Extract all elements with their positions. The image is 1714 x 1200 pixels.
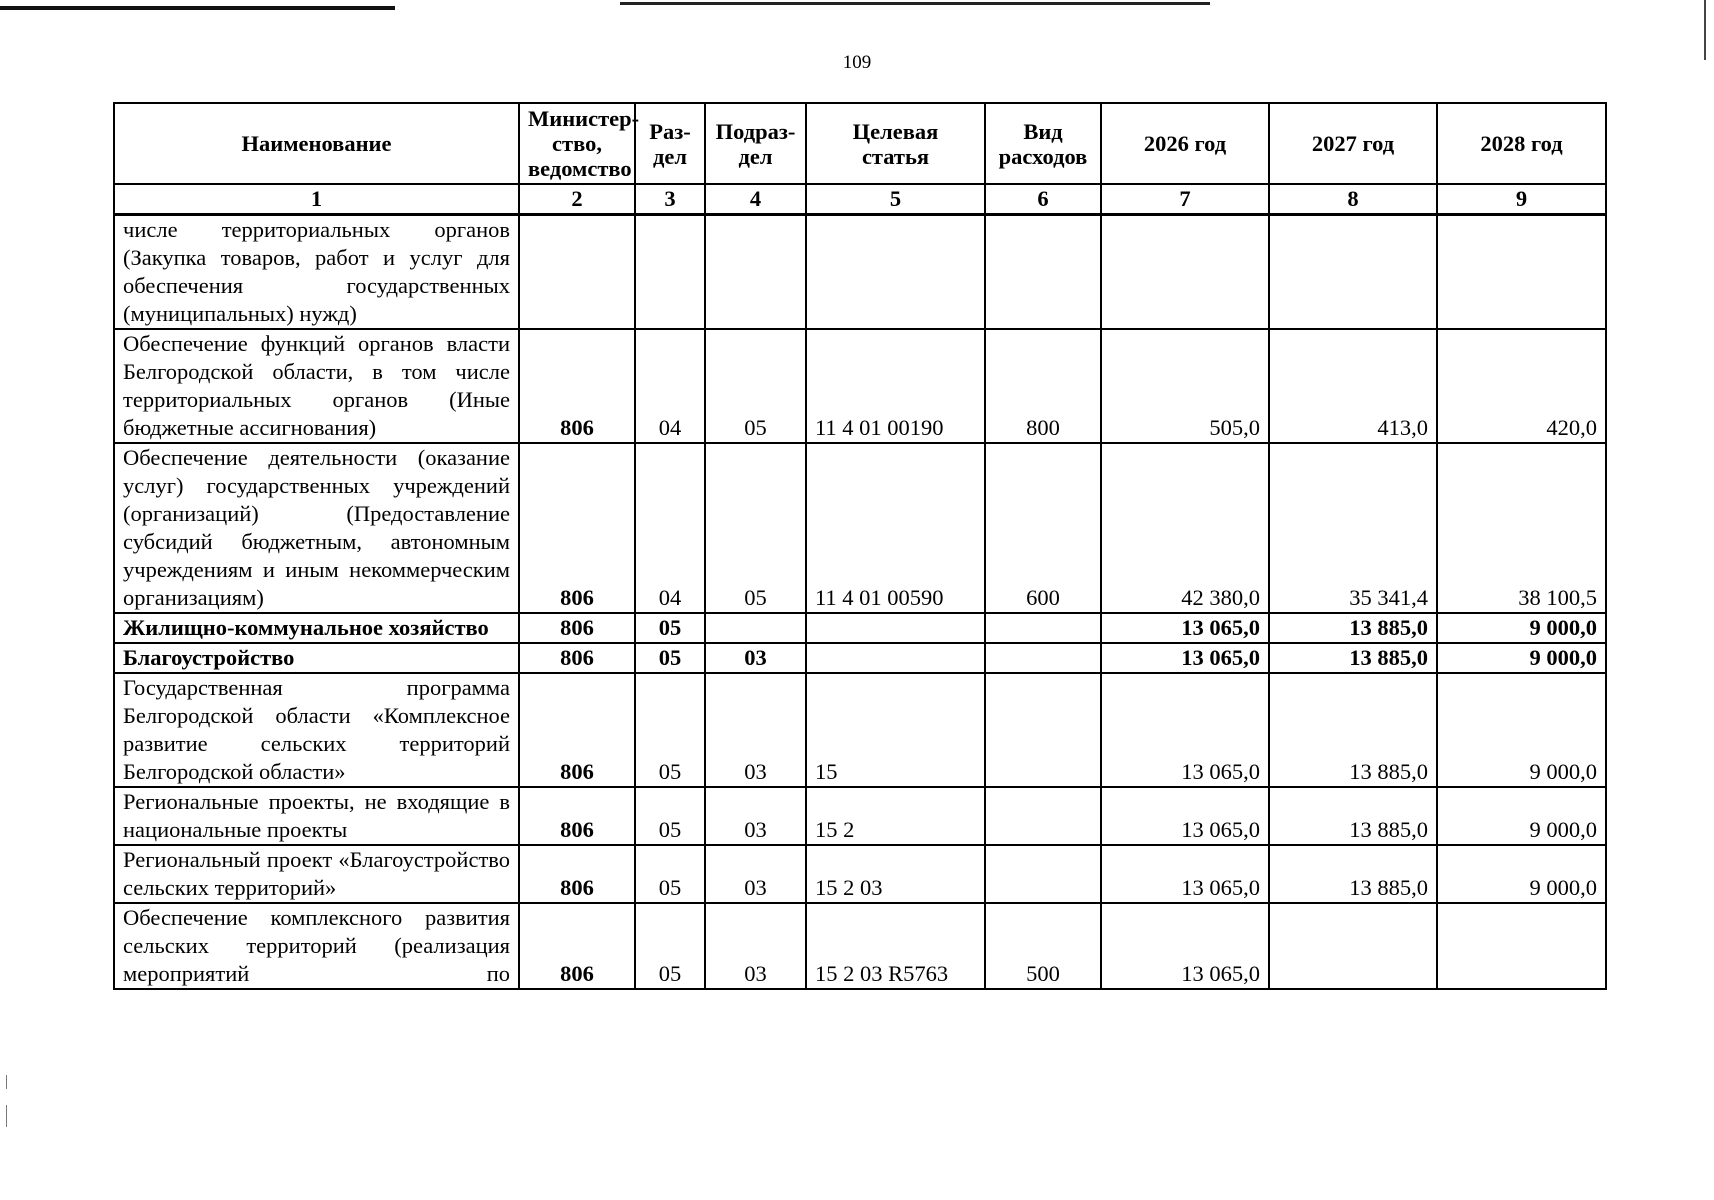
row-amount-2028 — [1437, 903, 1606, 989]
row-subsection: 03 — [705, 845, 806, 903]
row-amount-2026: 42 380,0 — [1101, 443, 1269, 613]
column-number-row — [114, 184, 1606, 215]
row-expense-type — [985, 643, 1101, 673]
row-section: 04 — [635, 443, 705, 613]
row-amount-2028: 9 000,0 — [1437, 613, 1606, 643]
row-amount-2028: 9 000,0 — [1437, 643, 1606, 673]
row-expense-type — [985, 787, 1101, 845]
row-subsection: 03 — [705, 643, 806, 673]
row-section: 05 — [635, 845, 705, 903]
header-subsection — [705, 103, 806, 184]
column-number: 7 — [1101, 184, 1269, 215]
row-amount-2028: 420,0 — [1437, 329, 1606, 443]
row-name: Региональный проект «Благоустройство сельских территорий» — [114, 845, 519, 903]
row-ministry: 806 — [519, 845, 635, 903]
row-ministry: 806 — [519, 673, 635, 787]
row-ministry: 806 — [519, 643, 635, 673]
row-name: Обеспечение деятельности (оказание услуг) государственных учреждений (организаций) (Предоставление субсидий бюджетным, автономным учреждениям и иным некоммерческим организациям) — [114, 443, 519, 613]
row-section: 05 — [635, 613, 705, 643]
table-row — [114, 613, 1606, 643]
scan-border-right — [1704, 0, 1706, 60]
column-number: 3 — [635, 184, 705, 215]
row-ministry: 806 — [519, 443, 635, 613]
row-name: Государственная программа Белгородской области «Комплексное развитие сельских территорий Белгородской области» — [114, 673, 519, 787]
row-amount-2028: 38 100,5 — [1437, 443, 1606, 613]
scan-border-top-middle — [620, 2, 1210, 5]
table-header-row — [114, 103, 1606, 184]
row-name: Региональные проекты, не входящие в национальные проекты — [114, 787, 519, 845]
budget-table — [113, 102, 1607, 990]
header-target-line: статья — [861, 143, 930, 169]
row-amount-2027 — [1269, 215, 1437, 330]
row-amount-2026: 13 065,0 — [1101, 673, 1269, 787]
row-ministry — [519, 215, 635, 330]
row-subsection: 05 — [705, 443, 806, 613]
header-expense-type-line: Вид — [1023, 118, 1063, 144]
row-amount-2026: 13 065,0 — [1101, 903, 1269, 989]
row-expense-type — [985, 673, 1101, 787]
row-section: 05 — [635, 673, 705, 787]
header-target-line: Целевая — [852, 118, 939, 144]
row-amount-2028: 9 000,0 — [1437, 787, 1606, 845]
row-expense-type: 600 — [985, 443, 1101, 613]
header-target — [806, 103, 985, 184]
header-expense-type-line: расходов — [998, 143, 1088, 169]
row-target-article — [806, 643, 985, 673]
row-amount-2028 — [1437, 215, 1606, 330]
row-amount-2026: 13 065,0 — [1101, 643, 1269, 673]
table-row — [114, 845, 1606, 903]
row-amount-2027: 13 885,0 — [1269, 643, 1437, 673]
row-subsection — [705, 613, 806, 643]
row-target-article — [806, 215, 985, 330]
row-target-article: 11 4 01 00190 — [806, 329, 985, 443]
row-subsection: 03 — [705, 787, 806, 845]
row-ministry: 806 — [519, 329, 635, 443]
row-expense-type: 800 — [985, 329, 1101, 443]
header-name: Наименование — [114, 103, 519, 184]
row-target-article: 15 — [806, 673, 985, 787]
row-subsection: 03 — [705, 903, 806, 989]
scan-mark-left — [6, 1105, 7, 1127]
row-name: Обеспечение функций органов власти Белгородской области, в том числе территориальных органов (Иные бюджетные ассигнования) — [114, 329, 519, 443]
header-subsection-line: дел — [738, 143, 773, 169]
row-expense-type — [985, 215, 1101, 330]
page-number: 109 — [842, 52, 872, 73]
column-number: 9 — [1437, 184, 1606, 215]
table-row — [114, 903, 1606, 989]
row-amount-2027: 13 885,0 — [1269, 845, 1437, 903]
row-expense-type — [985, 613, 1101, 643]
row-subsection: 05 — [705, 329, 806, 443]
row-amount-2027: 35 341,4 — [1269, 443, 1437, 613]
row-section: 04 — [635, 329, 705, 443]
header-ministry-line: ство, — [552, 131, 602, 156]
row-amount-2027: 13 885,0 — [1269, 787, 1437, 845]
column-number: 6 — [985, 184, 1101, 215]
header-2026: 2026 год — [1101, 103, 1269, 184]
column-number: 8 — [1269, 184, 1437, 215]
row-section: 05 — [635, 643, 705, 673]
table-row — [114, 673, 1606, 787]
row-section — [635, 215, 705, 330]
row-subsection: 03 — [705, 673, 806, 787]
column-number: 4 — [705, 184, 806, 215]
header-subsection-line: Подраз- — [715, 118, 796, 144]
table-row — [114, 787, 1606, 845]
row-target-article: 11 4 01 00590 — [806, 443, 985, 613]
row-amount-2028: 9 000,0 — [1437, 673, 1606, 787]
column-number: 1 — [114, 184, 519, 215]
header-section-line: дел — [653, 143, 687, 169]
row-target-article: 15 2 — [806, 787, 985, 845]
row-amount-2027 — [1269, 903, 1437, 989]
row-section: 05 — [635, 903, 705, 989]
header-expense-type — [985, 103, 1101, 184]
row-section: 05 — [635, 787, 705, 845]
row-amount-2026: 13 065,0 — [1101, 845, 1269, 903]
table-row — [114, 215, 1606, 330]
row-expense-type: 500 — [985, 903, 1101, 989]
header-ministry-line: Министер- — [528, 106, 640, 131]
header-2027: 2027 год — [1269, 103, 1437, 184]
row-name: числе территориальных органов (Закупка товаров, работ и услуг для обеспечения государственных (муниципальных) нужд) — [114, 215, 519, 330]
row-amount-2027: 13 885,0 — [1269, 673, 1437, 787]
table-row — [114, 443, 1606, 613]
scan-mark-left — [6, 1075, 7, 1089]
row-expense-type — [985, 845, 1101, 903]
row-target-article — [806, 613, 985, 643]
table-row — [114, 643, 1606, 673]
row-amount-2026 — [1101, 215, 1269, 330]
header-section-line: Раз- — [649, 118, 691, 144]
column-number: 2 — [519, 184, 635, 215]
column-number: 5 — [806, 184, 985, 215]
row-amount-2026: 13 065,0 — [1101, 613, 1269, 643]
row-target-article: 15 2 03 — [806, 845, 985, 903]
header-ministry — [519, 103, 640, 184]
row-name: Обеспечение комплексного развития сельских территорий (реализация мероприятий по — [114, 903, 519, 989]
row-amount-2026: 505,0 — [1101, 329, 1269, 443]
header-2028: 2028 год — [1437, 103, 1606, 184]
row-ministry: 806 — [519, 903, 635, 989]
row-amount-2027: 13 885,0 — [1269, 613, 1437, 643]
row-subsection — [705, 215, 806, 330]
row-name: Жилищно-коммунальное хозяйство — [114, 613, 519, 643]
row-ministry: 806 — [519, 613, 635, 643]
row-target-article: 15 2 03 R5763 — [806, 903, 985, 989]
row-amount-2026: 13 065,0 — [1101, 787, 1269, 845]
header-section — [635, 103, 705, 184]
row-amount-2027: 413,0 — [1269, 329, 1437, 443]
header-ministry-line: ведомство — [528, 156, 632, 181]
row-name: Благоустройство — [114, 643, 519, 673]
table-row — [114, 329, 1606, 443]
scan-border-top-left — [0, 6, 395, 10]
row-amount-2028: 9 000,0 — [1437, 845, 1606, 903]
row-ministry: 806 — [519, 787, 635, 845]
